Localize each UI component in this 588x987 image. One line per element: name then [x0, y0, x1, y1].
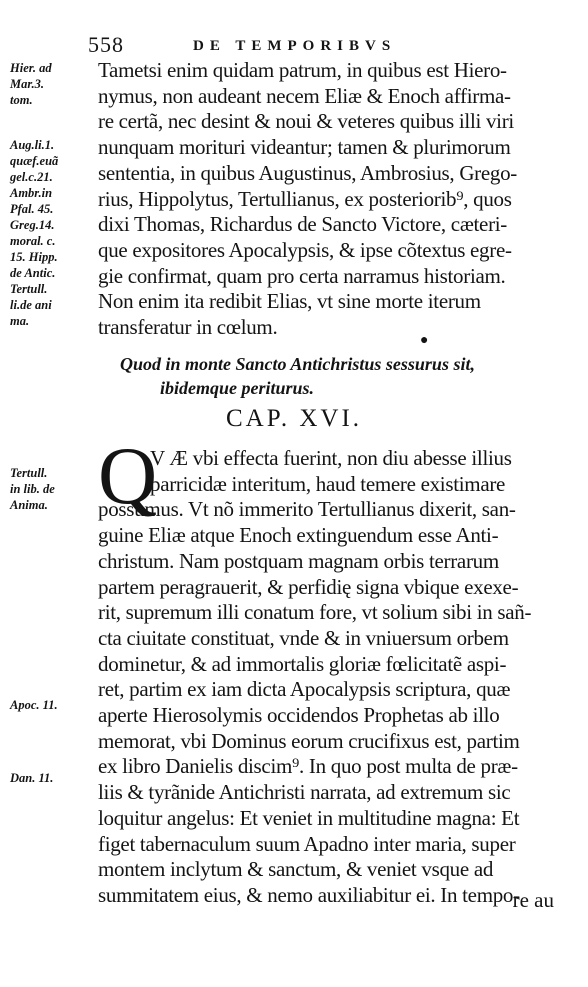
- text-line: rit, supremum illi conatum fore, vt solium sibi in sañ-: [98, 600, 532, 625]
- text-line: nunquam morituri videantur; tamen & plurimorum: [98, 135, 511, 160]
- margin-note: Pfal. 45.: [10, 202, 54, 216]
- text-line: que expositores Apocalypsis, & ipse cõtextus egre-: [98, 237, 512, 262]
- text-line: memorat, vbi Dominus eorum crucifixus est, partim: [98, 728, 520, 753]
- margin-note: quæf.euã: [10, 154, 59, 168]
- margin-note: in lib. de: [10, 482, 55, 496]
- margin-note: Ambr.in: [10, 186, 53, 200]
- text-line: dominetur, & ad immortalis gloriæ fœlicitatẽ aspi-: [98, 651, 507, 676]
- margin-note: Aug.li.1.: [10, 138, 55, 152]
- body-text-block: [98, 58, 554, 341]
- margin-note: [10, 108, 96, 124]
- margin-note: tom.: [10, 93, 33, 107]
- text-line: dixi Thomas, Richardus de Sancto Victore, cæteri-: [98, 212, 508, 237]
- margin-note: li.de ani: [10, 298, 52, 312]
- ornament-dot: ●: [420, 333, 429, 348]
- chapter-text-block: [98, 446, 554, 909]
- text-line: christum. Nam postquam magnam orbis terrarum: [98, 548, 499, 573]
- drop-capital: Q: [98, 430, 158, 521]
- margin-notes-top: [10, 60, 96, 329]
- margin-note: gel.c.21.: [10, 170, 53, 184]
- chapter-title: CAP. XVI.: [225, 405, 363, 432]
- running-head: DE TEMPORIBVS: [193, 38, 397, 54]
- margin-note: moral. c.: [10, 234, 56, 248]
- text-line: montem inclytum & sanctum, & veniet vsque ad: [98, 857, 494, 882]
- summary-line: Quod in monte Sancto Antichristus sessurus sit,: [120, 354, 475, 374]
- margin-note: Tertull.: [10, 282, 48, 296]
- margin-note: Hier. ad: [10, 61, 52, 75]
- text-line: Tametsi enim quidam patrum, in quibus est Hiero-: [98, 58, 507, 82]
- margin-note: Apoc. 11.: [10, 698, 58, 712]
- chapter-summary: [120, 352, 520, 400]
- text-line: aperte Hierosolymis occidendos Prophetas ab illo: [98, 703, 500, 728]
- margin-note: Mar.3.: [10, 77, 45, 91]
- page-number: 558: [88, 32, 124, 57]
- text-line: loquitur angelus: Et veniet in multitudine magna: Et: [98, 805, 520, 830]
- text-line: gie confirmat, quam pro certa narramus historiam.: [98, 263, 506, 288]
- margin-note: Greg.14.: [10, 218, 55, 232]
- text-line: partem peragrauerit, & perfidię signa vbique exexe-: [98, 574, 519, 599]
- text-line: liis & tyrãnide Antichristi narrata, ad extremum sic: [98, 780, 511, 805]
- margin-notes-bottom: [10, 465, 96, 513]
- margin-note: Tertull.: [10, 466, 48, 480]
- text-line: transferatur in cœlum.: [98, 315, 278, 340]
- page-header: [88, 32, 550, 57]
- margin-note-apoc: [10, 697, 96, 713]
- text-line: guine Eliæ atque Enoch extinguendum esse Anti-: [98, 523, 499, 548]
- margin-note: ma.: [10, 314, 30, 328]
- text-line: possumus. Vt nõ immerito Tertullianus dixerit, san-: [98, 497, 516, 522]
- margin-note: Anima.: [10, 498, 48, 512]
- text-line: V Æ vbi effecta fuerint, non diu abesse illius: [150, 446, 512, 470]
- margin-note-dan: [10, 770, 96, 786]
- margin-note: de Antic.: [10, 266, 56, 280]
- catchword: re au: [512, 888, 554, 912]
- text-line: parricidæ interitum, haud temere existimare: [150, 471, 506, 496]
- text-line: ex libro Danielis discim⁹. In quo post multa de præ-: [98, 754, 518, 779]
- text-line: sententia, in quibus Augustinus, Ambrosius, Grego-: [98, 160, 517, 185]
- summary-line: ibidemque periturus.: [160, 378, 315, 398]
- margin-note: Dan. 11.: [10, 771, 54, 785]
- text-line: Non enim ita redibit Elias, vt sine morte iterum: [98, 289, 481, 314]
- text-line: cta ciuitate constituat, vnde & in vniuersum orbem: [98, 625, 509, 650]
- text-line: summitatem eius, & nemo auxiliabitur ei. In tempo-: [98, 882, 520, 907]
- text-line: figet tabernaculum suum Apadno inter maria, super: [98, 831, 516, 856]
- text-line: rius, Hippolytus, Tertullianus, ex posteriorib⁹, quos: [98, 186, 512, 211]
- text-line: nymus, non audeant necem Eliæ & Enoch affirma-: [98, 83, 511, 108]
- text-line: re certã, nec desint & noui & veteres quibus illi viri: [98, 109, 514, 134]
- text-line: ret, partim ex iam dicta Apocalypsis scriptura, quæ: [98, 677, 511, 702]
- margin-note: 15. Hipp.: [10, 250, 58, 264]
